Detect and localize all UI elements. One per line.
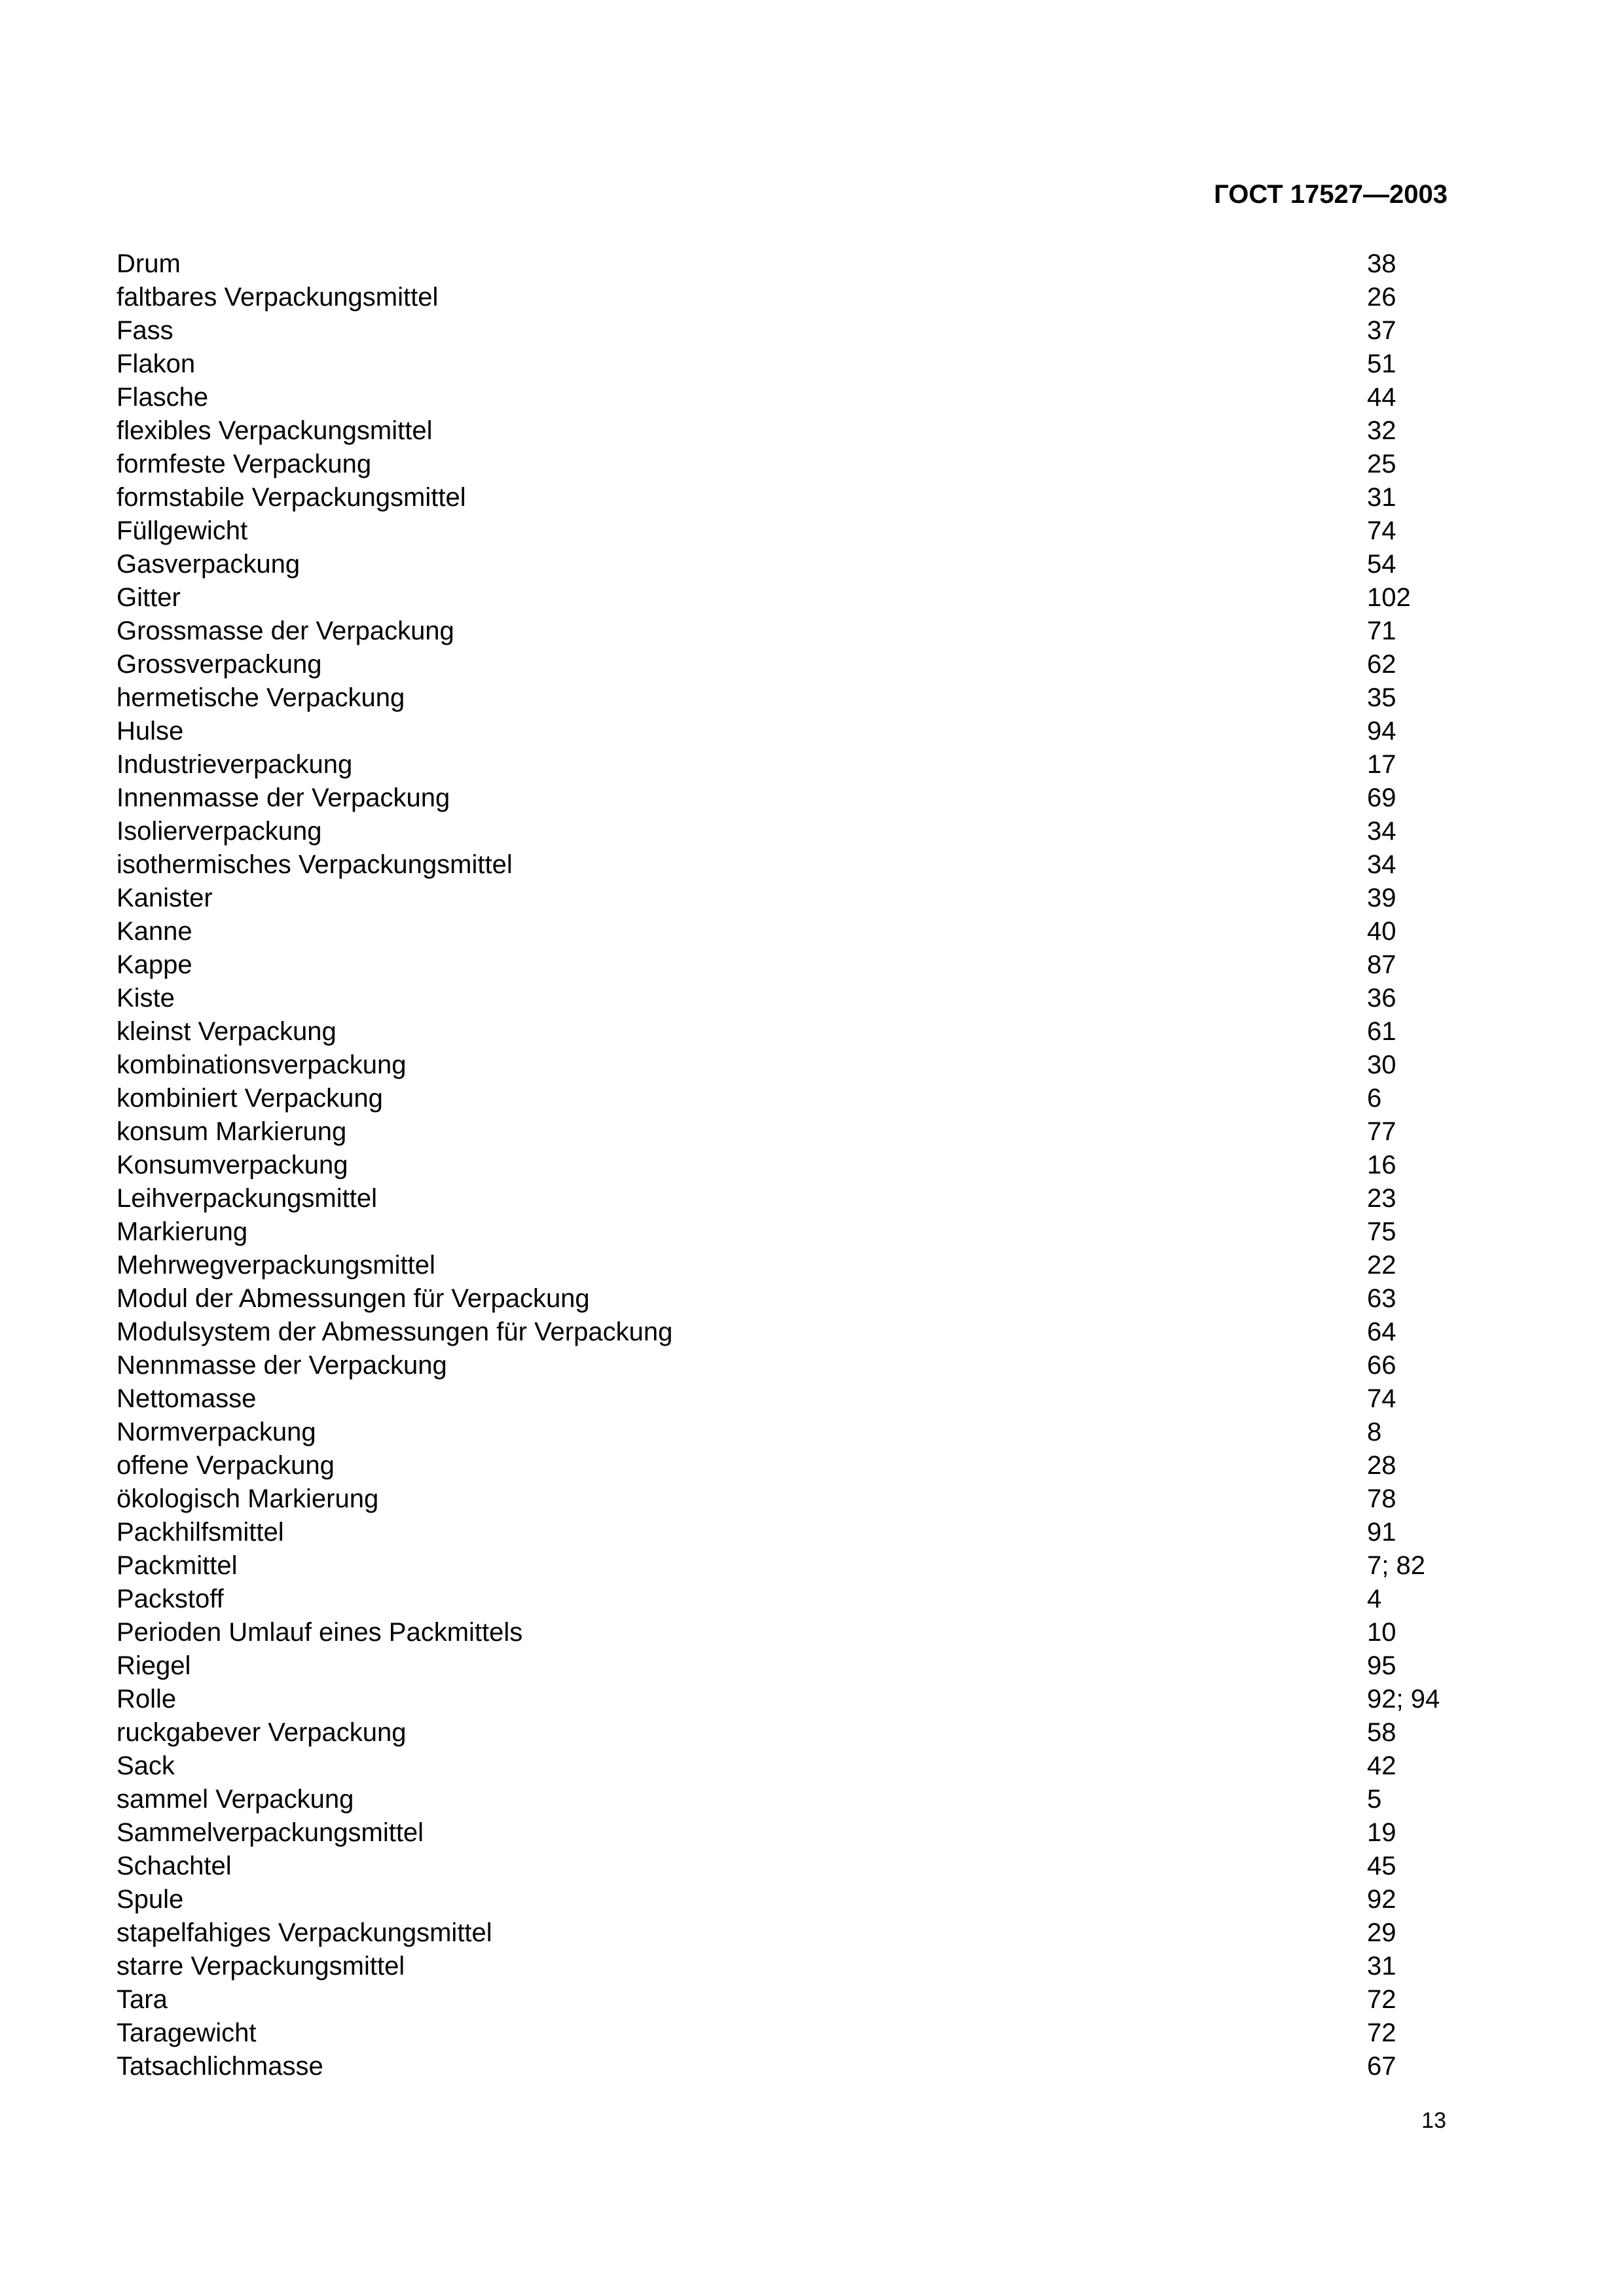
index-reference-number: 77 [1367,1117,1396,1146]
index-row [117,1616,1459,1649]
index-row [117,1482,1459,1516]
index-term: formstabile Verpackungsmittel [117,483,466,512]
index-reference-number: 40 [1367,917,1396,946]
index-term: ökologisch Markierung [117,1484,379,1513]
index-term: Gasverpackung [117,550,301,579]
index-reference-number: 6 [1367,1084,1382,1113]
index-reference-number: 92; 94 [1367,1685,1440,1713]
index-row [117,915,1459,948]
index-term: Kiste [117,984,175,1013]
index-term: Mehrwegverpackungsmittel [117,1251,435,1280]
index-row [117,748,1459,781]
index-term: Grossmasse der Verpackung [117,617,454,645]
index-term: faltbares Verpackungsmittel [117,283,439,312]
index-term: Packhilfsmittel [117,1518,284,1547]
index-row [117,314,1459,348]
index-term: Drum [117,249,181,278]
index-row [117,615,1459,648]
index-term: Perioden Umlauf eines Packmittels [117,1618,523,1647]
index-reference-number: 34 [1367,817,1396,846]
index-reference-number: 42 [1367,1751,1396,1780]
index-reference-number: 35 [1367,683,1396,712]
index-term: isothermisches Verpackungsmittel [117,850,513,879]
index-row [117,815,1459,848]
index-reference-number: 45 [1367,1852,1396,1880]
index-term: Flasche [117,383,209,412]
index-row [117,1649,1459,1683]
index-row [117,1583,1459,1616]
index-row [117,1549,1459,1583]
index-row [117,1816,1459,1850]
index-reference-number: 51 [1367,350,1396,378]
index-term: Markierung [117,1217,248,1246]
index-reference-number: 22 [1367,1251,1396,1280]
index-term: Kanister [117,884,213,912]
index-row [117,2050,1459,2083]
index-reference-number: 94 [1367,717,1396,745]
index-term: kombiniert Verpackung [117,1084,383,1113]
index-term: Schachtel [117,1852,232,1880]
index-term: Packstoff [117,1585,224,1613]
index-reference-number: 8 [1367,1418,1382,1446]
index-reference-number: 23 [1367,1184,1396,1213]
index-row [117,882,1459,915]
index-term: Industrieverpackung [117,750,353,779]
index-reference-number: 102 [1367,583,1411,612]
index-reference-number: 36 [1367,984,1396,1013]
index-reference-number: 26 [1367,283,1396,312]
index-reference-number: 69 [1367,783,1396,812]
index-row [117,2017,1459,2050]
index-reference-number: 58 [1367,1718,1396,1747]
index-term: Innenmasse der Verpackung [117,783,450,812]
index-term: Grossverpackung [117,650,322,679]
index-row [117,1049,1459,1082]
index-reference-number: 61 [1367,1017,1396,1046]
index-term: kombinationsverpackung [117,1050,407,1079]
index-row [117,1282,1459,1316]
index-term: hermetische Verpackung [117,683,405,712]
index-row [117,1349,1459,1382]
index-term: Normverpackung [117,1418,316,1446]
index-term: ruckgabever Verpackung [117,1718,407,1747]
index-reference-number: 31 [1367,483,1396,512]
index-row [117,1516,1459,1549]
index-reference-number: 72 [1367,2018,1396,2047]
index-reference-number: 30 [1367,1050,1396,1079]
index-term: Nettomasse [117,1384,257,1413]
index-reference-number: 16 [1367,1151,1396,1179]
index-row [117,381,1459,414]
index-row [117,648,1459,681]
index-term: Packmittel [117,1551,238,1580]
index-term: Tara [117,1985,168,2014]
index-row [117,1215,1459,1249]
index-term: flexibles Verpackungsmittel [117,416,433,445]
page-number: 13 [1421,2108,1446,2133]
index-term: Tatsachlichmasse [117,2052,323,2081]
index-row [117,1916,1459,1950]
index-term: Konsumverpackung [117,1151,348,1179]
index-reference-number: 5 [1367,1785,1382,1814]
index-term: konsum Markierung [117,1117,347,1146]
index-term: Sack [117,1751,175,1780]
index-term: Spule [117,1885,184,1914]
index-row [117,1783,1459,1816]
index-reference-number: 74 [1367,1384,1396,1413]
index-list [117,247,1459,2083]
index-term: sammel Verpackung [117,1785,354,1814]
index-reference-number: 92 [1367,1885,1396,1914]
index-row [117,715,1459,748]
index-term: Sammelverpackungsmittel [117,1818,424,1847]
index-row [117,1416,1459,1449]
index-term: Kappe [117,950,192,979]
index-reference-number: 38 [1367,249,1396,278]
index-reference-number: 71 [1367,617,1396,645]
index-term: Gitter [117,583,181,612]
index-term: Füllgewicht [117,516,248,545]
index-term: Taragewicht [117,2018,257,2047]
index-row [117,1115,1459,1149]
index-term: Modul der Abmessungen für Verpackung [117,1284,590,1313]
index-row [117,1015,1459,1049]
index-term: Hulse [117,717,184,745]
index-row [117,1883,1459,1916]
index-reference-number: 37 [1367,316,1396,345]
index-reference-number: 29 [1367,1918,1396,1947]
index-reference-number: 74 [1367,516,1396,545]
index-term: Modulsystem der Abmessungen für Verpackung [117,1318,673,1346]
index-reference-number: 34 [1367,850,1396,879]
index-term: stapelfahiges Verpackungsmittel [117,1918,492,1947]
index-reference-number: 62 [1367,650,1396,679]
index-term: Flakon [117,350,196,378]
index-reference-number: 17 [1367,750,1396,779]
index-reference-number: 19 [1367,1818,1396,1847]
index-row [117,481,1459,514]
index-reference-number: 39 [1367,884,1396,912]
index-term: offene Verpackung [117,1451,335,1480]
index-reference-number: 75 [1367,1217,1396,1246]
index-reference-number: 87 [1367,950,1396,979]
index-row [117,1449,1459,1482]
index-row [117,281,1459,314]
index-reference-number: 91 [1367,1518,1396,1547]
index-row [117,514,1459,548]
index-row [117,348,1459,381]
index-row [117,948,1459,982]
index-row [117,247,1459,281]
index-reference-number: 7; 82 [1367,1551,1425,1580]
index-term: Nennmasse der Verpackung [117,1351,447,1380]
index-row [117,1082,1459,1115]
index-reference-number: 25 [1367,450,1396,478]
index-reference-number: 72 [1367,1985,1396,2014]
index-row [117,1382,1459,1416]
index-reference-number: 95 [1367,1651,1396,1680]
index-term: kleinst Verpackung [117,1017,337,1046]
index-reference-number: 32 [1367,416,1396,445]
index-row [117,1316,1459,1349]
index-row [117,1683,1459,1716]
index-reference-number: 78 [1367,1484,1396,1513]
index-row [117,1249,1459,1282]
page-header-standard-code: ГОСТ 17527—2003 [1214,180,1448,209]
index-row [117,1950,1459,1983]
index-row [117,581,1459,615]
index-term: Fass [117,316,173,345]
index-reference-number: 67 [1367,2052,1396,2081]
index-term: formfeste Verpackung [117,450,372,478]
index-reference-number: 44 [1367,383,1396,412]
index-row [117,848,1459,882]
index-reference-number: 64 [1367,1318,1396,1346]
index-reference-number: 54 [1367,550,1396,579]
index-term: Kanne [117,917,192,946]
index-row [117,414,1459,448]
index-term: Rolle [117,1685,177,1713]
index-row [117,448,1459,481]
index-row [117,1749,1459,1783]
index-row [117,1716,1459,1749]
index-term: Leihverpackungsmittel [117,1184,377,1213]
index-row [117,1983,1459,2017]
index-reference-number: 66 [1367,1351,1396,1380]
index-reference-number: 31 [1367,1952,1396,1981]
index-term: Riegel [117,1651,191,1680]
index-row [117,548,1459,581]
index-row [117,982,1459,1015]
index-term: Isolierverpackung [117,817,322,846]
index-row [117,1850,1459,1883]
index-reference-number: 4 [1367,1585,1382,1613]
index-row [117,1149,1459,1182]
index-reference-number: 10 [1367,1618,1396,1647]
index-reference-number: 28 [1367,1451,1396,1480]
index-reference-number: 63 [1367,1284,1396,1313]
index-row [117,681,1459,715]
index-row [117,781,1459,815]
index-row [117,1182,1459,1215]
index-term: starre Verpackungsmittel [117,1952,405,1981]
